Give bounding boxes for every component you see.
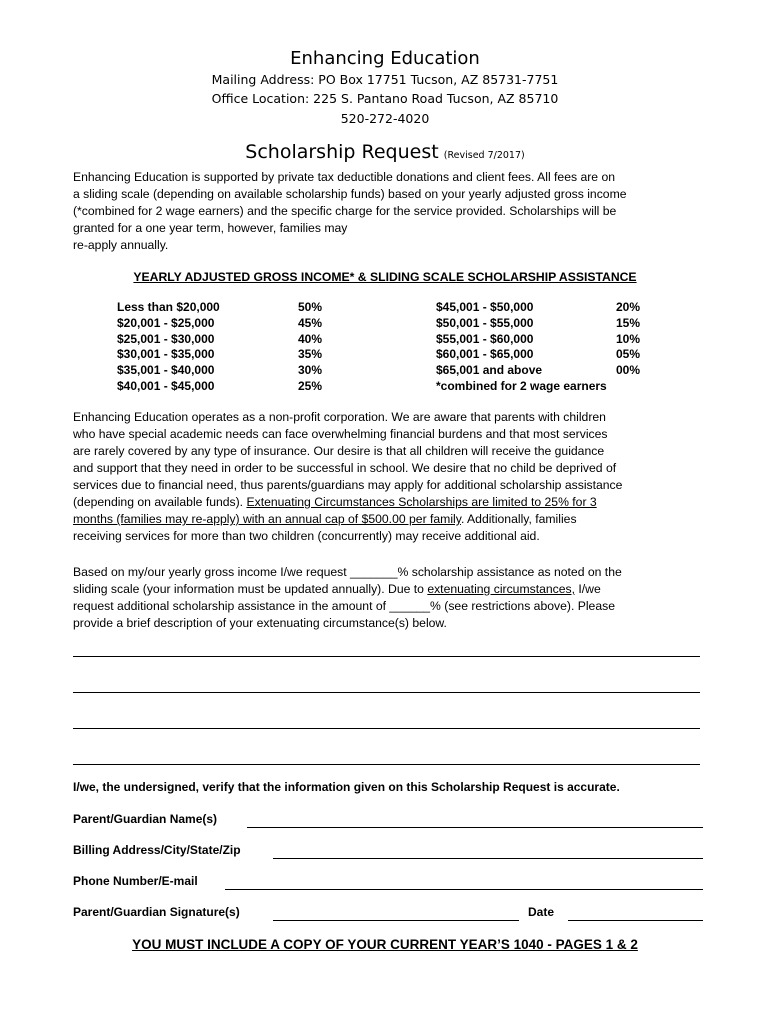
- title-main: Scholarship Request: [245, 141, 439, 163]
- intro-line: (*combined for 2 wage earners) and the specific charge for the service provided. Scholarships will be: [73, 204, 617, 218]
- paragraph-line: Enhancing Education operates as a non-profit corporation. We are aware that parents with children: [73, 410, 606, 424]
- intro-paragraph: [73, 169, 703, 254]
- paragraph-line: request additional scholarship assistance in the amount of ______% (see restrictions above). Please: [73, 599, 615, 613]
- description-line[interactable]: [73, 692, 700, 693]
- paragraph-line: [73, 511, 703, 528]
- extenuating-circumstances-text: extenuating circumstances,: [427, 582, 575, 596]
- guardian-name-field: [73, 812, 703, 830]
- phone-number: 520-272-4020: [340, 111, 430, 126]
- percent-value: 00%: [616, 363, 641, 378]
- phone-email-label: Phone Number/E-mail: [73, 874, 198, 888]
- paragraph-line: [73, 581, 703, 598]
- signature-label: Parent/Guardian Signature(s): [73, 905, 240, 919]
- annual-cap-text: months (families may re-apply) with an annual cap of $500.00 per family: [73, 512, 461, 526]
- paragraph-line: receiving services for more than two children (concurrently) may receive additional aid.: [73, 529, 540, 543]
- intro-line: a sliding scale (depending on available scholarship funds) based on your yearly adjusted gross income: [73, 187, 627, 201]
- description-line[interactable]: [73, 764, 700, 765]
- tax-return-requirement: YOU MUST INCLUDE A COPY OF YOUR CURRENT YEAR’S 1040 - PAGES 1 & 2: [132, 937, 638, 952]
- date-input[interactable]: [568, 920, 703, 921]
- percent-value: 25%: [298, 378, 323, 393]
- guardian-name-label: Parent/Guardian Name(s): [73, 812, 218, 826]
- intro-line: Enhancing Education is supported by private tax deductible donations and client fees. All fees are on: [73, 170, 616, 184]
- percent-value: 45%: [298, 315, 323, 330]
- line-text: . Additionally, families: [460, 512, 577, 526]
- income-column-right: [436, 300, 542, 379]
- extenuating-limit-text: Extenuating Circumstances Scholarships are limited to 25% for 3: [246, 495, 597, 509]
- billing-address-input[interactable]: [273, 858, 703, 859]
- percent-value: 50%: [298, 300, 323, 314]
- office-location: Office Location: 225 S. Pantano Road Tucson, AZ 85710: [211, 91, 559, 106]
- income-column-left: [117, 300, 220, 395]
- percent-value: 35%: [298, 347, 323, 362]
- income-range: $65,001 and above: [436, 363, 543, 378]
- income-range: Less than $20,000: [117, 300, 220, 314]
- sliding-scale-heading: YEARLY ADJUSTED GROSS INCOME* & SLIDING SCALE SCHOLARSHIP ASSISTANCE: [133, 270, 637, 284]
- paragraph-line: provide a brief description of your extenuating circumstance(s) below.: [73, 616, 447, 630]
- paragraph-line: who have special academic needs can face overwhelming financial burdens and that most services: [73, 427, 608, 441]
- income-range: $50,001 - $55,000: [436, 315, 534, 330]
- percent-value: 40%: [298, 331, 323, 346]
- intro-line: re-apply annually.: [73, 238, 169, 252]
- percent-value: 05%: [616, 347, 641, 362]
- income-range: $55,001 - $60,000: [436, 331, 534, 346]
- table-footnote: *combined for 2 wage earners: [436, 379, 607, 393]
- paragraph-line: are rarely covered by any type of insurance. Our desire is that all children will receive the guidance: [73, 444, 605, 458]
- request-paragraph: [73, 564, 703, 632]
- date-label: Date: [528, 905, 555, 919]
- income-range: $35,001 - $40,000: [117, 363, 215, 378]
- income-range: $45,001 - $50,000: [436, 300, 534, 314]
- income-range: $40,001 - $45,000: [117, 378, 215, 393]
- mailing-address: Mailing Address: PO Box 17751 Tucson, AZ 85731-7751: [211, 72, 559, 87]
- percent-value: 10%: [616, 331, 641, 346]
- line-text: (depending on available funds).: [73, 495, 247, 509]
- paragraph-line: [73, 494, 703, 511]
- income-range: $60,001 - $65,000: [436, 347, 534, 362]
- description-line[interactable]: [73, 728, 700, 729]
- income-range: $20,001 - $25,000: [117, 315, 215, 330]
- phone-email-input[interactable]: [225, 889, 703, 890]
- line-text: I/we: [575, 582, 601, 596]
- guardian-name-input[interactable]: [247, 827, 703, 828]
- description-line[interactable]: [73, 656, 700, 657]
- percent-column-left: [298, 300, 322, 395]
- org-name: Enhancing Education: [290, 48, 480, 69]
- billing-address-field: [73, 843, 703, 861]
- phone-email-field: [73, 874, 703, 892]
- billing-address-label: Billing Address/City/State/Zip: [73, 843, 241, 857]
- percent-value: 20%: [616, 300, 641, 314]
- title-revised: (Revised 7/2017): [443, 150, 525, 161]
- percent-value: 30%: [298, 363, 323, 378]
- verification-statement: I/we, the undersigned, verify that the information given on this Scholarship Request is accurate.: [73, 780, 620, 794]
- signature-field: [73, 905, 703, 923]
- intro-line: granted for a one year term, however, families may: [73, 221, 348, 235]
- line-text: sliding scale (your information must be updated annually). Due to: [73, 582, 428, 596]
- percent-value: 15%: [616, 315, 641, 330]
- paragraph-line: and support that they need in order to be successful in school. We desire that no child be deprived of: [73, 461, 617, 475]
- nonprofit-paragraph: [73, 409, 703, 545]
- signature-input[interactable]: [273, 920, 519, 921]
- page-title: [0, 141, 770, 163]
- paragraph-line: Based on my/our yearly gross income I/we request _______% scholarship assistance as noted on the: [73, 565, 622, 579]
- income-range: $30,001 - $35,000: [117, 347, 215, 362]
- percent-column-right: [616, 300, 640, 379]
- income-range: $25,001 - $30,000: [117, 331, 215, 346]
- paragraph-line: services due to financial need, thus parents/guardians may apply for additional scholarship assistance: [73, 478, 623, 492]
